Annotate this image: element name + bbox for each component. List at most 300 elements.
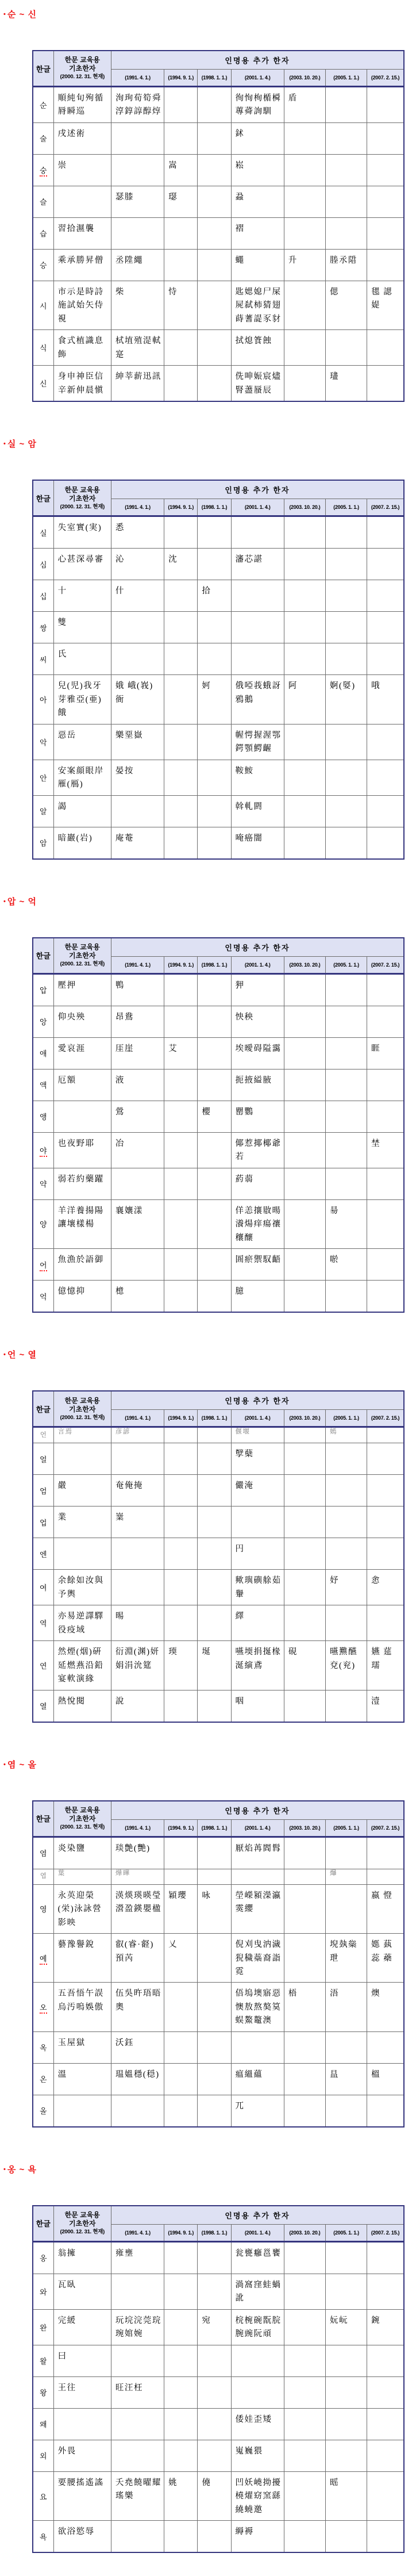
hanja-cell-c2001: 厭焰苒閻髥 [231,1837,284,1869]
hanja-cell-c2003 [284,795,325,827]
hanja-cell-c1991 [111,2440,164,2471]
hanja-cell-c2005: 妧岏 [325,2309,367,2345]
hanja-cell-c2005: 爗 [325,1869,367,1884]
hanja-cell-c2003 [284,2440,325,2471]
hanja-cell-c1994 [164,1605,198,1641]
hanja-cell-c2005: 璶 [325,366,367,401]
hanja-cell-c2005 [325,827,367,859]
hanja-cell-c1998 [198,1538,231,1570]
hanja-cell-c2003 [284,1101,325,1132]
table-row [33,1101,404,1132]
col-header-base-line1: 한문 교육용 [64,943,100,952]
hanja-cell-c2005 [325,2241,367,2274]
table-row [33,87,404,123]
section-title-text: 옹 ~ 욕 [7,2164,37,2175]
hanja-cell-c1998: 宛 [198,2309,231,2345]
col-header-base [53,1801,111,1837]
hanja-cell-c1998 [198,1168,231,1199]
hanja-cell-c2003 [284,1427,325,1443]
hanja-cell-c1994 [164,2345,198,2376]
hanja-cell-c1994: 乂 [164,1934,198,1983]
hanja-cell-c1998: 埏 [198,1641,231,1690]
hangul-cell [33,1605,53,1641]
hanja-cell-base: 翁擁 [53,2241,111,2274]
hangul-cell [33,87,53,123]
hanja-cell-c2001: 唵癌闇 [231,827,284,859]
hanja-cell-c2001 [231,516,284,549]
hanja-cell-c1994 [164,1168,198,1199]
hanja-cell-c2001: 鞍鮟 [231,760,284,795]
hangul-syllable: 업 [40,1518,47,1527]
col-header-hangul: 한글 [33,1801,53,1837]
col-header-hangul: 한글 [33,480,53,516]
hanja-cell-base: 愛哀涯 [53,1037,111,1069]
hanja-cell-base: 壓押 [53,973,111,1006]
hanja-cell-c2005 [325,760,367,795]
hanja-cell-base: 崇 [53,154,111,186]
hanja-cell-c1991 [111,2274,164,2309]
hanja-cell-c2003 [284,186,325,217]
hanja-cell-c2003 [284,122,325,154]
hanja-cell-c2007 [367,549,404,580]
hanja-cell-base: 永英迎榮(栄)泳詠營影映 [53,1884,111,1933]
header-row-top [33,51,404,70]
hanja-cell-c2005 [325,2274,367,2309]
hangul-cell [33,580,53,612]
hanja-cell-c2005 [325,516,367,549]
hanja-cell-c1991: 洵珣荀筍舜淳錞諄醇焞 [111,87,164,123]
hanja-cell-c2005: 唹 [325,1249,367,1281]
hangul-cell [33,973,53,1006]
hanja-cell-c2005 [325,1506,367,1538]
hanja-cell-c1994 [164,87,198,123]
hanja-cell-base: 炎染鹽 [53,1837,111,1869]
hanja-cell-base: 欲浴慾辱 [53,2521,111,2553]
hangul-cell [33,122,53,154]
hanja-cell-c2003 [284,1475,325,1506]
col-header-base-line1: 한문 교육용 [64,56,100,64]
hangul-syllable: 요 [40,2492,47,2501]
col-header-hangul: 한글 [33,2206,53,2242]
hanja-cell-base: 雙 [53,612,111,643]
hanja-cell-c1991: 沁 [111,549,164,580]
hanja-cell-c1991: 說 [111,1690,164,1722]
hanja-cell-c2001: 幄愕握渥鄂鍔顎鰐齷 [231,724,284,760]
hanja-cell-base [53,2408,111,2440]
hanja-cell-c2007 [367,827,404,859]
hanja-cell-c2001: 咽 [231,1690,284,1722]
hangul-syllable: 엽 [40,1873,47,1880]
hangul-syllable: 십 [40,592,47,601]
hanja-cell-c2003 [284,1538,325,1570]
hangul-syllable: 엔 [40,1550,47,1559]
hanja-cell-c1994 [164,1249,198,1281]
hanja-cell-c1998 [198,516,231,549]
hangul-cell [33,2274,53,2309]
hanja-cell-c1994 [164,516,198,549]
hanja-cell-c1991: 沃鈺 [111,2031,164,2063]
hangul-cell [33,1069,53,1101]
table-body [33,973,404,1312]
hanja-cell-c2003 [284,1884,325,1933]
table-row [33,643,404,675]
hanja-cell-c1998 [198,795,231,827]
section-title-text: 압 ~ 억 [7,896,37,907]
hanja-cell-base: 曰 [53,2345,111,2376]
hanja-cell-c2001: 鉥 [231,122,284,154]
hanja-cell-c2005 [325,549,367,580]
hangul-cell [33,1199,53,1248]
hanja-cell-base [53,2095,111,2127]
hanja-cell-c1991: 什 [111,580,164,612]
col-header-date-1998: (1998. 1. 1.) [198,1410,231,1427]
hanja-cell-c1998 [198,1869,231,1884]
hanja-cell-c1998 [198,1934,231,1983]
hangul-syllable: 승 [40,261,47,270]
hanja-cell-c2003 [284,643,325,675]
hanja-cell-base: 身申神臣信辛新伸晨愼 [53,366,111,401]
hangul-cell [33,1281,53,1313]
hanja-cell-c1994 [164,366,198,401]
col-header-base [53,2206,111,2242]
hanja-cell-c2007 [367,580,404,612]
hangul-cell [33,1427,53,1443]
table-row [33,1570,404,1605]
hanja-cell-c2003: 阿 [284,675,325,724]
hanja-cell-c1998 [198,2241,231,2274]
section-title [3,8,416,20]
hanja-cell-c2007: 毸 諰 媞 [367,281,404,329]
hanja-cell-c2001: 圄瘀禦馭齬 [231,1249,284,1281]
hanja-cell-base [53,186,111,217]
table-row [33,1443,404,1475]
col-header-date-1998: (1998. 1. 1.) [198,499,231,516]
table-row [33,1538,404,1570]
hanja-cell-c2005: 曣㸐醼 兗(兖) [325,1641,367,1690]
hangul-cell [33,1983,53,2031]
section-title [3,2163,416,2175]
hangul-syllable: 암 [40,839,47,848]
hanja-cell-c2003 [284,1869,325,1884]
hangul-syllable: 엄 [40,1486,47,1496]
hanja-cell-c2007 [367,1475,404,1506]
hanja-cell-c2001: 侁呻娠宸燼腎藎蜃辰 [231,366,284,401]
hanja-cell-c2007 [367,1538,404,1570]
hanja-cell-c2007 [367,643,404,675]
hanja-cell-c1994 [164,827,198,859]
hangul-syllable: 압 [40,986,47,995]
hanja-cell-c1991: 庵菴 [111,827,164,859]
hanja-cell-c1994 [164,1570,198,1605]
table-row [33,249,404,281]
hanja-cell-c2005 [325,122,367,154]
table-row [33,827,404,859]
hanja-cell-c1991: 晏按 [111,760,164,795]
hanja-cell-c2005 [325,1168,367,1199]
col-header-added: 인명용 추가 한자 [111,938,404,957]
hanja-cell-c1994 [164,122,198,154]
hanja-cell-c1991: 鶯 [111,1101,164,1132]
col-header-base [53,1391,111,1427]
hanja-cell-c2007 [367,1199,404,1248]
col-header-base-line3: (2000. 12. 31. 현재) [60,1414,105,1421]
hanja-cell-c1994 [164,724,198,760]
hanja-cell-c1994 [164,1199,198,1248]
hanja-cell-c2003 [284,154,325,186]
hanja-cell-c2007: 燠 [367,1983,404,2031]
hanja-cell-c1991: 琰艶(艷) [111,1837,164,1869]
col-header-date-2007: (2007. 2. 15.) [367,499,404,516]
hanja-cell-c2007 [367,2408,404,2440]
hanja-cell-c2005 [325,2095,367,2127]
table-row [33,366,404,401]
hanja-cell-c1991: 瑥媼穩(穏) [111,2063,164,2095]
hangul-cell [33,643,53,675]
hanja-cell-c1994 [164,1538,198,1570]
hanja-cell-c2007: 嬴 憕 [367,1884,404,1933]
hangul-cell [33,1475,53,1506]
hanja-cell-c1991 [111,1249,164,1281]
hanja-cell-c2003 [284,1199,325,1248]
hanja-cell-c2005 [325,973,367,1006]
hangul-syllable: 술 [40,135,47,144]
hanja-cell-c1994 [164,1101,198,1132]
hangul-cell [33,1538,53,1570]
table-row [33,1249,404,1281]
hanja-cell-base: 十 [53,580,111,612]
table-row [33,1006,404,1037]
col-header-date-2007: (2007. 2. 15.) [367,1410,404,1427]
hangul-syllable: 왕 [40,2389,47,2398]
col-header-hangul: 한글 [33,51,53,87]
hanja-cell-c2005 [325,2440,367,2471]
hanja-cell-base [53,1101,111,1132]
col-header-date-2001: (2001. 1. 4.) [231,1410,284,1427]
hanja-cell-c2001: 凹妖嶢拗擾橈燿窈窯繇繞蟯邀 [231,2471,284,2520]
hanja-cell-c1994 [164,330,198,366]
hanja-cell-c2001 [231,1506,284,1538]
hanja-cell-c1998 [198,549,231,580]
bullet-icon: • [3,11,6,18]
col-header-base-line2: 기초한자 [69,64,96,73]
col-header-date-2007: (2007. 2. 15.) [367,70,404,87]
hangul-syllable: 알 [40,807,47,816]
section-title-text: 언 ~ 열 [7,1350,37,1360]
hanja-cell-c2003 [284,1132,325,1168]
hangul-cell [33,2345,53,2376]
hangul-syllable: 온 [40,2075,47,2084]
hanja-cell-c1991 [111,1538,164,1570]
hanja-cell-c1994 [164,1069,198,1101]
hanja-cell-c2001 [231,612,284,643]
hangul-cell [33,827,53,859]
hanja-cell-c2005: 堄埶橤玴 [325,1934,367,1983]
hanja-cell-c1998 [198,330,231,366]
header-row-top [33,1391,404,1410]
col-header-date-2007: (2007. 2. 15.) [367,1819,404,1837]
hanja-cell-c2001: 罌鸚 [231,1101,284,1132]
table-row [33,1869,404,1884]
hanja-cell-c2001: 兀 [231,2095,284,2127]
hanja-cell-c1991: 瑟膝 [111,186,164,217]
hanja-cell-c2007 [367,1006,404,1037]
hanja-cell-c1991: 燁曄 [111,1869,164,1884]
table-row [33,1690,404,1722]
hanja-cell-c2007 [367,1101,404,1132]
hanja-cell-base: 亦易逆譯驛役疫域 [53,1605,111,1641]
hanja-cell-c1991 [111,1443,164,1475]
hanja-cell-c2003 [284,281,325,329]
hanja-cell-base: 余餘如汝與予輿 [53,1570,111,1605]
bullet-icon: • [3,2165,6,2173]
col-header-date-1994: (1994. 9. 1.) [164,70,198,87]
hanja-cell-c2007 [367,795,404,827]
hanja-cell-c2007 [367,2095,404,2127]
hanja-cell-c1991: 旺汪枉 [111,2376,164,2408]
hanja-cell-c2003 [284,2095,325,2127]
col-header-date-2003: (2003. 10. 20.) [284,70,325,87]
hangul-syllable: 씨 [40,655,47,664]
hanja-cell-c1998 [198,1570,231,1605]
hanja-table [32,937,405,1313]
hanja-cell-c2005 [325,1605,367,1641]
hanja-cell-c2003 [284,1249,325,1281]
hanja-cell-c1998 [198,1249,231,1281]
hanja-cell-c2007 [367,516,404,549]
col-header-base [53,51,111,87]
hangul-syllable: 실 [40,528,47,538]
hanja-cell-c2005 [325,1884,367,1933]
col-header-date-1994: (1994. 9. 1.) [164,1819,198,1837]
hanja-cell-c1994 [164,1427,198,1443]
hangul-cell [33,1132,53,1168]
hanja-cell-c1991: 玩垸浣莞琓琬婠婉 [111,2309,164,2345]
hanja-cell-c1991: 液 [111,1069,164,1101]
hanja-table [32,1390,405,1722]
hanja-cell-c2001: 倭娃歪矮 [231,2408,284,2440]
hanja-cell-c2007: 嫕 蓺 蕊 蘃 [367,1934,404,1983]
hanja-cell-c2007 [367,330,404,366]
hanja-cell-c1998 [198,1983,231,2031]
hanja-cell-c2001: 塋嶸潁濚瀛霙纓 [231,1884,284,1933]
col-header-base-line2: 기초한자 [69,494,96,503]
hanja-cell-c2005 [325,330,367,366]
hangul-cell [33,2031,53,2063]
hanja-cell-c1991: 栻埴殖湜軾寔 [111,330,164,366]
hanja-cell-c2007 [367,2471,404,2520]
hanja-cell-c2005: 昷 [325,2063,367,2095]
hanja-cell-c1998 [198,2095,231,2127]
hanja-cell-c1998 [198,186,231,217]
hangul-syllable: 약 [40,1180,47,1189]
hangul-cell [33,1443,53,1475]
col-header-added: 인명용 추가 한자 [111,1801,404,1820]
hanja-cell-c1998 [198,1037,231,1069]
hanja-cell-c1991: 衍淵(渊)妍娟涓沇筵 [111,1641,164,1690]
hanja-cell-c1998 [198,154,231,186]
hangul-cell [33,1641,53,1690]
col-header-date-1994: (1994. 9. 1.) [164,499,198,516]
hanja-cell-c2003 [284,1934,325,1983]
hangul-syllable: 예 [40,1954,47,1965]
hanja-cell-c2005 [325,1006,367,1037]
hangul-syllable: 악 [40,738,47,747]
col-header-date-2001: (2001. 1. 4.) [231,956,284,973]
hanja-cell-base: 暗巖(岩) [53,827,111,859]
hanja-cell-c1994 [164,1006,198,1037]
table-row [33,281,404,329]
hangul-cell [33,2095,53,2127]
hanja-cell-c2003 [284,612,325,643]
hanja-cell-base: 惡岳 [53,724,111,760]
hangul-cell [33,516,53,549]
col-header-date-2001: (2001. 1. 4.) [231,1819,284,1837]
hanja-cell-c1991 [111,2521,164,2553]
hanja-cell-c2003 [284,1605,325,1641]
hanja-cell-base: 心甚深尋審 [53,549,111,580]
hanja-cell-c1991 [111,217,164,249]
hangul-syllable: 오 [40,2003,47,2014]
hanja-section [0,8,416,402]
hanja-cell-c1998 [198,973,231,1006]
hanja-cell-c2003 [284,580,325,612]
table-row [33,760,404,795]
hanja-cell-c1994 [164,2274,198,2309]
hanja-cell-c2007: 悆 [367,1570,404,1605]
hanja-cell-c2007 [367,122,404,154]
hanja-cell-c2001 [231,1869,284,1884]
hanja-cell-c1998 [198,827,231,859]
hanja-cell-c1991: 樂堊嶽 [111,724,164,760]
hangul-syllable: 완 [40,2323,47,2332]
hanja-cell-c1991: 昂鴦 [111,1006,164,1037]
hangul-cell [33,549,53,580]
col-header-date-1991: (1991. 4. 1.) [111,2224,164,2241]
col-header-base-line2: 기초한자 [69,1405,96,1413]
hanja-cell-c2007 [367,1427,404,1443]
hanja-cell-base [53,1443,111,1475]
hanja-cell-c2001: 葯蒻 [231,1168,284,1199]
hanja-cell-base: 葉 [53,1869,111,1884]
hanja-cell-base: 安案顔眼岸雁(鴈) [53,760,111,795]
hanja-cell-c2003 [284,760,325,795]
hanja-cell-c2007 [367,1069,404,1101]
hanja-section [0,895,416,1313]
hanja-cell-base: 魚漁於語御 [53,1249,111,1281]
hanja-cell-c1994 [164,2031,198,2063]
hanja-cell-c1994 [164,2521,198,2553]
table-body [33,2241,404,2552]
hanja-cell-c1998 [198,2345,231,2376]
table-row [33,675,404,724]
hanja-cell-c2003 [284,724,325,760]
hanja-cell-base: 外畏 [53,2440,111,2471]
hanja-cell-c2005 [325,795,367,827]
hanja-cell-base: 氏 [53,643,111,675]
hanja-cell-c1994 [164,1281,198,1313]
table-row [33,549,404,580]
hangul-syllable: 영 [40,1905,47,1914]
section-title [3,1348,416,1360]
hangul-syllable: 신 [40,379,47,389]
hanja-cell-c1998 [198,2408,231,2440]
hanja-cell-c2005 [325,1443,367,1475]
table-row [33,612,404,643]
col-header-base [53,480,111,516]
table-row [33,516,404,549]
hanja-cell-c2007 [367,249,404,281]
hanja-cell-c1994: 姚 [164,2471,198,2520]
